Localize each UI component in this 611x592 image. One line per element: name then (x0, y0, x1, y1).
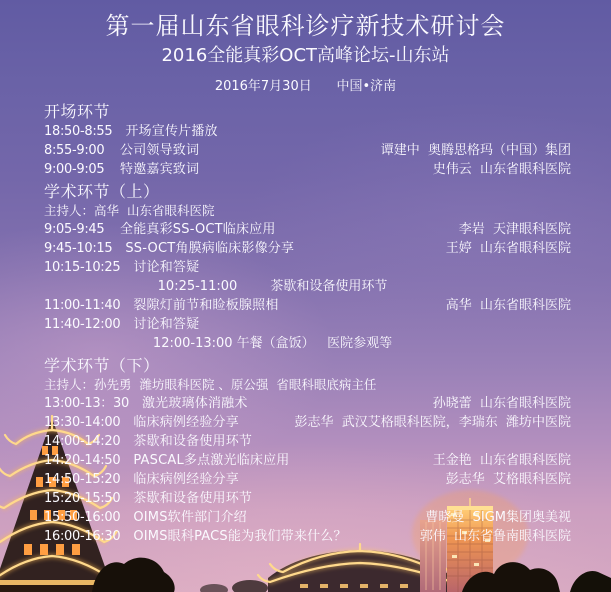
row-speaker: 彭志华 武汉艾格眼科医院，李瑞东 潍坊中医院 (294, 415, 571, 430)
row-time: 10:15-10:25 (44, 260, 121, 275)
row-time: 11:00-11:40 (44, 298, 121, 313)
schedule-row (44, 432, 571, 451)
row-speaker: 王婷 山东省眼科医院 (445, 241, 571, 256)
break-row: 12:00-13:00 午餐（盒饭） 医院参观等 (152, 336, 393, 351)
row-activity: 临床病例经验分享 (133, 415, 239, 430)
schedule-row (44, 160, 571, 179)
row-speaker: 曹晓曼 SIGM集团奥美视 (425, 510, 571, 525)
row-activity: 裂隙灯前节和睑板腺照相 (133, 298, 279, 313)
row-activity: 讨论和答疑 (133, 317, 200, 332)
row-activity: 公司领导致词 (120, 143, 200, 158)
schedule-section (44, 181, 571, 353)
schedule-row (44, 122, 571, 141)
schedule-section (44, 355, 571, 546)
row-speaker: 谭建中 奥腾思格玛（中国）集团 (380, 143, 571, 158)
row-speaker: 史伟云 山东省眼科医院 (432, 162, 571, 177)
row-time: 14:50-15:20 (44, 472, 121, 487)
row-speaker: 王金艳 山东省眼科医院 (432, 453, 571, 468)
trees-corner-icon (570, 571, 611, 592)
row-activity: 特邀嘉宾致词 (120, 162, 200, 177)
schedule-row (44, 239, 571, 258)
row-speaker: 彭志华 艾格眼科医院 (445, 472, 571, 487)
schedule-row (44, 315, 571, 334)
row-time: 18:50-8:55 (44, 124, 113, 139)
bush-icon (232, 580, 268, 592)
row-speaker: 高华 山东省眼科医院 (445, 298, 571, 313)
schedule-row (44, 220, 571, 239)
section-heading: 开场环节 (44, 102, 111, 121)
row-activity: 全能真彩SS-OCT临床应用 (120, 222, 276, 237)
row-time: 15:20-15:50 (44, 491, 121, 506)
row-time: 13:00-13：30 (44, 396, 129, 411)
schedule-row (44, 394, 571, 413)
schedule-section (44, 101, 571, 179)
row-activity: OIMS眼科PACS能为我们带来什么？ (133, 529, 347, 544)
poster-subtitle: 2016全能真彩OCT高峰论坛-山东站 (161, 45, 450, 66)
row-time: 16:00-16:30 (44, 529, 121, 544)
trees-left-icon (92, 558, 175, 592)
row-speaker: 李岩 天津眼科医院 (458, 222, 571, 237)
row-activity: 茶歇和设备使用环节 (133, 491, 253, 506)
break-row: 10:25-11:00 茶歇和设备使用环节 (157, 279, 388, 294)
row-time: 9:05-9:45 (44, 222, 105, 237)
row-activity: 临床病例经验分享 (133, 472, 239, 487)
row-activity: 激光玻璃体消融术 (141, 396, 248, 411)
row-activity: SS-OCT角膜病临床影像分享 (125, 241, 295, 256)
row-activity: OIMS软件部门介绍 (133, 510, 247, 525)
schedule (0, 95, 611, 546)
schedule-row (44, 296, 571, 315)
row-time: 8:55-9:00 (44, 143, 105, 158)
poster-title: 第一届山东省眼科诊疗新技术研讨会 (105, 12, 506, 40)
poster-header (0, 0, 611, 95)
schedule-row (44, 141, 571, 160)
row-time: 9:00-9:05 (44, 162, 105, 177)
schedule-row (44, 527, 571, 546)
row-activity: 讨论和答疑 (133, 260, 200, 275)
section-heading: 学术环节（下） (44, 356, 160, 375)
row-time: 9:45-10:15 (44, 241, 113, 256)
schedule-row (44, 258, 571, 277)
row-speaker: 郭伟 山东省鲁南眼科医院 (419, 529, 571, 544)
host-line: 主持人：孙先勇 潍坊眼科医院 、原公强 省眼科眼底病主任 (44, 377, 377, 392)
row-time: 14:20-14:50 (44, 453, 121, 468)
section-heading: 学术环节（上） (44, 182, 160, 201)
schedule-row (44, 413, 571, 432)
row-time: 15:50-16:00 (44, 510, 121, 525)
row-time: 14:00-14:20 (44, 434, 121, 449)
schedule-row (44, 489, 571, 508)
row-time: 13:30-14:00 (44, 415, 121, 430)
row-time: 11:40-12:00 (44, 317, 121, 332)
row-activity: PASCAL多点激光临床应用 (133, 453, 290, 468)
schedule-row (44, 451, 571, 470)
schedule-row (44, 508, 571, 527)
row-speaker: 孙晓蕾 山东省眼科医院 (432, 396, 571, 411)
bush-icon (200, 584, 228, 592)
row-activity: 开场宣传片播放 (125, 124, 218, 139)
host-line: 主持人：高华 山东省眼科医院 (44, 203, 215, 218)
row-activity: 茶歇和设备使用环节 (133, 434, 253, 449)
schedule-row (44, 470, 571, 489)
poster-dateline: 2016年7月30日 中国•济南 (214, 79, 397, 94)
